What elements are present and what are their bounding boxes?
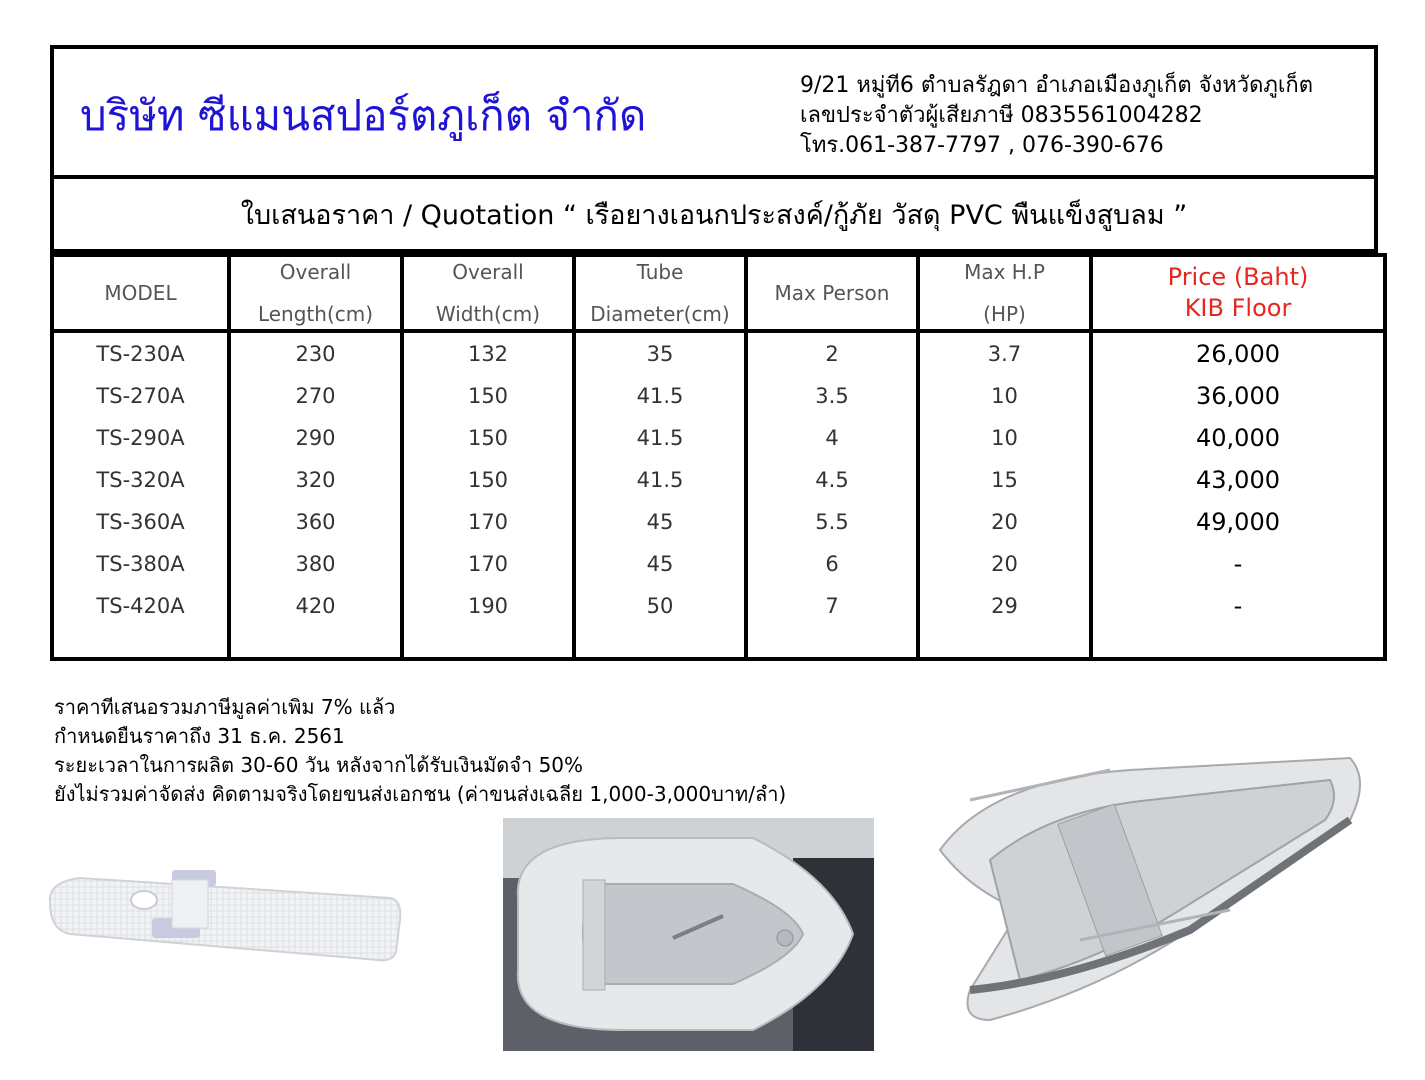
cell-width: 190: [402, 585, 574, 627]
cell-model: TS-420A: [52, 585, 229, 627]
boat-top-view-image: [503, 818, 874, 1051]
company-name: บริษัท ซีแมนสปอร์ตภูเก็ต จำกัด: [80, 91, 647, 140]
table-row: [52, 331, 1385, 375]
cell-width: 150: [402, 375, 574, 417]
cell-model: TS-270A: [52, 375, 229, 417]
note-vat: ราคาทีเสนอรวมภาษีมูลค่าเพิม 7% แล้ว: [54, 695, 396, 719]
table-header-row: [52, 255, 1385, 331]
cell-max-person: 3.5: [746, 375, 918, 417]
quotation-title: ใบเสนอราคา / Quotation “ เรือยางเอนกประสงค์/กู้ภัย วัสดุ PVC พืนแข็งสูบลม ”: [50, 175, 1378, 253]
table-row: [52, 417, 1385, 459]
cell-price: 36,000: [1091, 375, 1385, 417]
cell-length: 270: [229, 375, 402, 417]
cell-tube-diameter: 50: [574, 585, 746, 627]
table-row: [52, 585, 1385, 627]
cell-width: 150: [402, 459, 574, 501]
cell-price: -: [1091, 585, 1385, 627]
cell-price: -: [1091, 543, 1385, 585]
cell-width: 170: [402, 501, 574, 543]
cell-max-person: 6: [746, 543, 918, 585]
company-address: 9/21 หมู่ที6 ตำบลรัฎดา อำเภอเมืองภูเก็ต จังหวัดภูเก็ต: [800, 73, 1314, 98]
cell-max-hp: 20: [918, 501, 1091, 543]
cell-length: 320: [229, 459, 402, 501]
cell-model: TS-230A: [52, 331, 229, 375]
cell-model: TS-380A: [52, 543, 229, 585]
header-max-hp: Max H.P (HP): [918, 255, 1091, 331]
header-tube-diameter: Tube Diameter(cm): [574, 255, 746, 331]
cell-model: TS-320A: [52, 459, 229, 501]
cell-length: 420: [229, 585, 402, 627]
empty-cell: [918, 627, 1091, 659]
cell-length: 230: [229, 331, 402, 375]
cell-max-hp: 15: [918, 459, 1091, 501]
cell-tube-diameter: 41.5: [574, 375, 746, 417]
company-tax-id: เลขประจำตัวผู้เสียภาษี 0835561004282: [800, 103, 1203, 128]
table-filler-row: [52, 627, 1385, 659]
table-row: [52, 375, 1385, 417]
cell-price: 40,000: [1091, 417, 1385, 459]
boat-side-view-image: [930, 740, 1370, 1030]
note-production-time: ระยะเวลาในการผลิต 30-60 วัน หลังจากได้รับเงินมัดจำ 50%: [54, 753, 584, 777]
note-validity: กำหนดยืนราคาถึง 31 ธ.ค. 2561: [54, 724, 345, 748]
cell-max-hp: 29: [918, 585, 1091, 627]
cell-max-hp: 3.7: [918, 331, 1091, 375]
price-table: [50, 253, 1387, 661]
empty-cell: [402, 627, 574, 659]
cell-length: 380: [229, 543, 402, 585]
cell-max-hp: 10: [918, 375, 1091, 417]
floor-board-image: [40, 860, 405, 970]
cell-model: TS-360A: [52, 501, 229, 543]
cell-width: 132: [402, 331, 574, 375]
cell-max-person: 4.5: [746, 459, 918, 501]
note-shipping: ยังไม่รวมค่าจัดส่ง คิดตามจริงโดยขนส่งเอกชน (ค่าขนส่งเฉลีย 1,000-3,000บาท/ลำ): [54, 782, 787, 806]
cell-length: 290: [229, 417, 402, 459]
table-row: [52, 501, 1385, 543]
terms-notes: [54, 693, 786, 809]
cell-length: 360: [229, 501, 402, 543]
empty-cell: [574, 627, 746, 659]
cell-width: 150: [402, 417, 574, 459]
table-row: [52, 543, 1385, 585]
header-model: MODEL: [52, 255, 229, 331]
header-price: Price (Baht) KIB Floor: [1091, 255, 1385, 331]
cell-tube-diameter: 45: [574, 543, 746, 585]
empty-cell: [229, 627, 402, 659]
company-header: [50, 45, 1378, 175]
empty-cell: [52, 627, 229, 659]
header-width: Overall Width(cm): [402, 255, 574, 331]
cell-max-person: 2: [746, 331, 918, 375]
cell-tube-diameter: 41.5: [574, 459, 746, 501]
cell-max-person: 7: [746, 585, 918, 627]
company-phone: โทร.061-387-7797 , 076-390-676: [800, 133, 1164, 158]
header-max-person: Max Person: [746, 255, 918, 331]
cell-max-person: 4: [746, 417, 918, 459]
header-length: Overall Length(cm): [229, 255, 402, 331]
company-contact: [800, 71, 1313, 161]
cell-tube-diameter: 45: [574, 501, 746, 543]
cell-width: 170: [402, 543, 574, 585]
empty-cell: [1091, 627, 1385, 659]
table-row: [52, 459, 1385, 501]
empty-cell: [746, 627, 918, 659]
cell-tube-diameter: 41.5: [574, 417, 746, 459]
cell-price: 26,000: [1091, 331, 1385, 375]
cell-price: 49,000: [1091, 501, 1385, 543]
cell-max-hp: 20: [918, 543, 1091, 585]
cell-model: TS-290A: [52, 417, 229, 459]
cell-tube-diameter: 35: [574, 331, 746, 375]
cell-max-person: 5.5: [746, 501, 918, 543]
cell-price: 43,000: [1091, 459, 1385, 501]
cell-max-hp: 10: [918, 417, 1091, 459]
